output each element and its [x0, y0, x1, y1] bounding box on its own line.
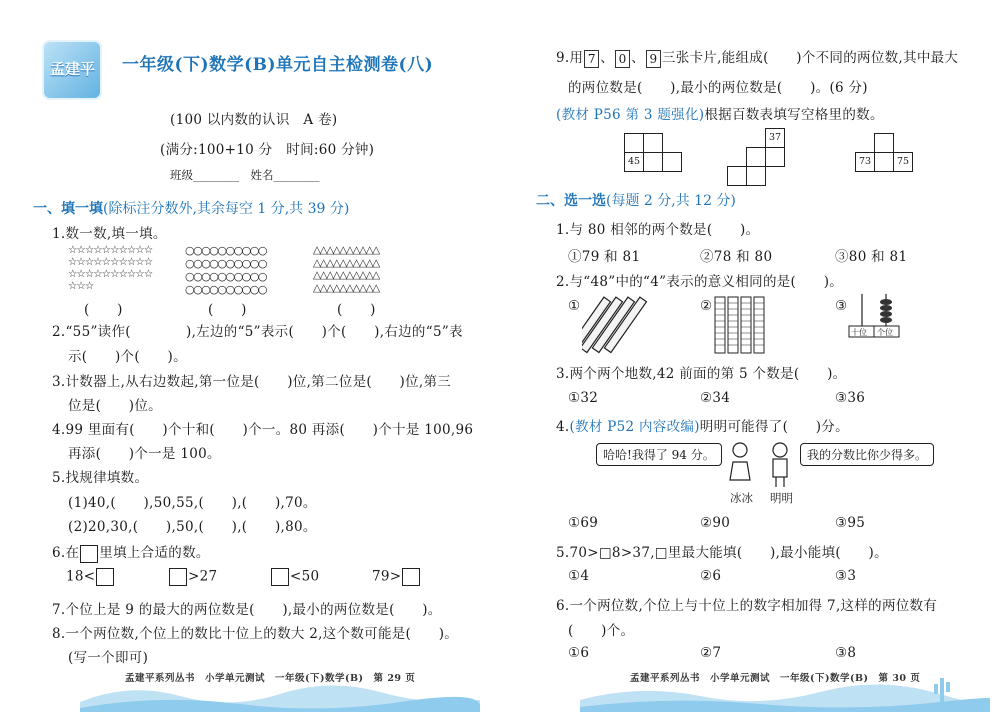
section-1-title: 一、填一填	[33, 201, 103, 217]
grid1-45: 45	[624, 152, 644, 172]
q6-item-4-box[interactable]	[402, 568, 420, 586]
q10-text	[556, 103, 884, 123]
class-name-line: 班级________ 姓名________	[170, 168, 320, 182]
speech-bubble-bingbing: 哈哈!我得了 94 分。	[596, 443, 722, 466]
q1-text: 1.数一数,填一填。	[52, 226, 167, 242]
c6-opt-2[interactable]: ②7	[700, 645, 722, 661]
q2-line2: 示( )个( )。	[68, 349, 187, 365]
c2-mark-1[interactable]: ①	[568, 298, 581, 314]
grid3-73: 73	[855, 152, 875, 172]
c1-opt-3[interactable]: ③80 和 81	[835, 249, 908, 265]
card-9: 9	[646, 50, 661, 68]
grid3-cell-mid[interactable]	[874, 152, 894, 172]
c5-opt-3[interactable]: ③3	[835, 568, 857, 584]
card-7: 7	[584, 50, 599, 68]
subtitle: (100 以内数的认识 A 卷)	[170, 112, 338, 128]
c1-opt-1[interactable]: ①79 和 81	[568, 249, 641, 265]
grid2-37: 37	[765, 128, 785, 148]
sticks-bundle-icon	[582, 292, 652, 354]
c2-mark-3[interactable]: ③	[835, 298, 848, 314]
q6-item-1-box[interactable]	[96, 568, 114, 586]
q9-pre: 9.用	[556, 50, 584, 66]
c3-text: 3.两个两个地数,42 前面的第 5 个数是( )。	[556, 366, 847, 382]
q1-stars-figure: ☆☆☆☆☆☆☆☆☆☆ ☆☆☆☆☆☆☆☆☆☆ ☆☆☆☆☆☆☆☆☆☆ ☆☆☆	[68, 244, 153, 292]
section-2-note: (每题 2 分,共 12 分)	[606, 193, 736, 209]
q10-tag: (教材 P56 第 3 题强化)	[556, 107, 705, 123]
c4-opt-3[interactable]: ③95	[835, 515, 866, 531]
q8-line1: 8.一个两位数,个位上的数比十位上的数大 2,这个数可能是( )。	[52, 626, 459, 642]
q1-triangles-figure: △△△△△△△△△△ △△△△△△△△△△ △△△△△△△△△△ △△△△△△△△△△	[313, 244, 379, 294]
grid3-75: 75	[893, 152, 913, 172]
q6-item-1	[66, 568, 115, 586]
section-1-note: (除标注分数外,其余每空 1 分,共 39 分)	[103, 201, 350, 217]
grid1-cell-top[interactable]	[624, 133, 644, 153]
q3-line2: 位是( )位。	[68, 398, 162, 414]
c5-opt-2[interactable]: ②6	[700, 568, 722, 584]
logo-text: 孟建平	[50, 60, 96, 78]
page-title: 一年级(下)数学(B)单元自主检测卷(八)	[122, 55, 434, 75]
q6-box-icon	[80, 545, 98, 563]
ten-blocks-icon	[714, 296, 766, 354]
c6-opt-3[interactable]: ③8	[835, 645, 857, 661]
c5-opt-1[interactable]: ①4	[568, 568, 590, 584]
q1-blank-stars[interactable]: ( )	[84, 302, 123, 318]
q1-blank-circles[interactable]: ( )	[208, 302, 247, 318]
q5-item-1: (1)40,( ),50,55,( ),( ),70。	[68, 495, 317, 511]
grid1-cell-far[interactable]	[662, 152, 682, 172]
q6-item-2	[168, 568, 217, 586]
c6-line2: ( )个。	[568, 623, 635, 639]
card-0: 0	[615, 50, 630, 68]
c1-opt-2[interactable]: ②78 和 80	[700, 249, 773, 265]
abacus-ones-label: 个位	[877, 328, 893, 337]
q6-item-3-box[interactable]	[271, 568, 289, 586]
q5-text: 5.找规律填数。	[52, 470, 149, 486]
c3-opt-1[interactable]: ①32	[568, 390, 599, 406]
abacus-tens-label: 十位	[851, 328, 867, 337]
c6-opt-1[interactable]: ①6	[568, 645, 590, 661]
q3-line1: 3.计数器上,从右边数起,第一位是( )位,第二位是( )位,第三	[52, 374, 452, 390]
section-2-title: 二、选一选	[536, 193, 606, 209]
name-bingbing: 冰冰	[730, 491, 753, 505]
q9-post: 三张卡片,能组成( )个不同的两位数,其中最大	[661, 50, 959, 66]
q7-text: 7.个位上是 9 的最大的两位数是( ),最小的两位数是( )。	[52, 602, 442, 618]
grid2-cell-b[interactable]	[746, 147, 766, 167]
c4-tag: (教材 P52 内容改编)	[569, 419, 700, 435]
c5-text: 5.70>□8>37,□里最大能填( ),最小能填( )。	[556, 545, 888, 561]
q8-line2: (写一个即可)	[68, 650, 149, 666]
publisher-logo	[42, 40, 102, 100]
q6-item-1-left: 18<	[66, 568, 96, 585]
score-info: (满分:100+10 分 时间:60 分钟)	[160, 142, 375, 158]
children-figure-icon	[722, 440, 802, 488]
right-footer-text: 孟建平系列丛书 小学单元测试 一年级(下)数学(B) 第 30 页	[630, 673, 921, 684]
c3-opt-3[interactable]: ③36	[835, 390, 866, 406]
q1-circles-figure: ○○○○○○○○○○ ○○○○○○○○○○ ○○○○○○○○○○ ○○○○○○○○○○	[185, 244, 266, 296]
q6-item-2-box[interactable]	[169, 568, 187, 586]
left-footer-text: 孟建平系列丛书 小学单元测试 一年级(下)数学(B) 第 29 页	[125, 673, 416, 684]
q6-item-4	[372, 568, 421, 586]
c1-text: 1.与 80 相邻的两个数是( )。	[556, 222, 760, 238]
q6-text	[52, 541, 210, 563]
q4-line2: 再添( )个一是 100。	[68, 446, 221, 462]
grid2-cell-a[interactable]	[765, 147, 785, 167]
grid3-cell-top[interactable]	[874, 133, 894, 153]
q5-item-2: (2)20,30,( ),50,( ),( ),80。	[68, 519, 317, 535]
section-1-heading	[33, 198, 349, 218]
c4-num: 4.	[556, 419, 570, 435]
c2-text: 2.与“48”中的“4”表示的意义相同的是( )。	[556, 274, 844, 290]
q6-item-3-right: <50	[290, 568, 320, 585]
q6-item-3	[270, 568, 319, 586]
grid2-cell-d[interactable]	[727, 166, 747, 186]
c6-line1: 6.一个两位数,个位上与十位上的数字相加得 7,这样的两位数有	[556, 598, 938, 614]
q9-line2: 的两位数是( ),最小的两位数是( )。(6 分)	[568, 80, 868, 96]
c3-opt-2[interactable]: ②34	[700, 390, 731, 406]
speech-bubble-mingming: 我的分数比你少得多。	[800, 443, 934, 466]
grid1-cell-topright[interactable]	[643, 133, 663, 153]
q2-line1: 2.“55”读作( ),左边的“5”表示( )个( ),右边的“5”表	[52, 324, 463, 340]
q9-line1: 9.用 7 、 0 、 9 三张卡片,能组成( )个不同的两位数,其中最大	[556, 50, 959, 66]
q6-item-2-right: >27	[188, 568, 218, 585]
c4-text	[556, 415, 849, 435]
grid2-cell-c[interactable]	[746, 166, 766, 186]
c2-mark-2[interactable]: ②	[700, 298, 713, 314]
section-2-heading	[536, 190, 736, 210]
c4-body: 明明可能得了( )分。	[699, 419, 849, 435]
q4-line1: 4.99 里面有( )个十和( )个一。80 再添( )个十是 100,96	[52, 422, 474, 438]
grid1-cell-right[interactable]	[643, 152, 663, 172]
name-mingming: 明明	[770, 491, 793, 505]
c4-opt-2[interactable]: ②90	[700, 515, 731, 531]
q1-blank-triangles[interactable]: ( )	[337, 302, 376, 318]
q6-post: 里填上合适的数。	[99, 545, 210, 561]
q6-item-4-left: 79>	[372, 568, 402, 585]
q6-pre: 6.在	[52, 545, 80, 561]
q10-body: 根据百数表填写空格里的数。	[704, 107, 884, 123]
c4-opt-1[interactable]: ①69	[568, 515, 599, 531]
